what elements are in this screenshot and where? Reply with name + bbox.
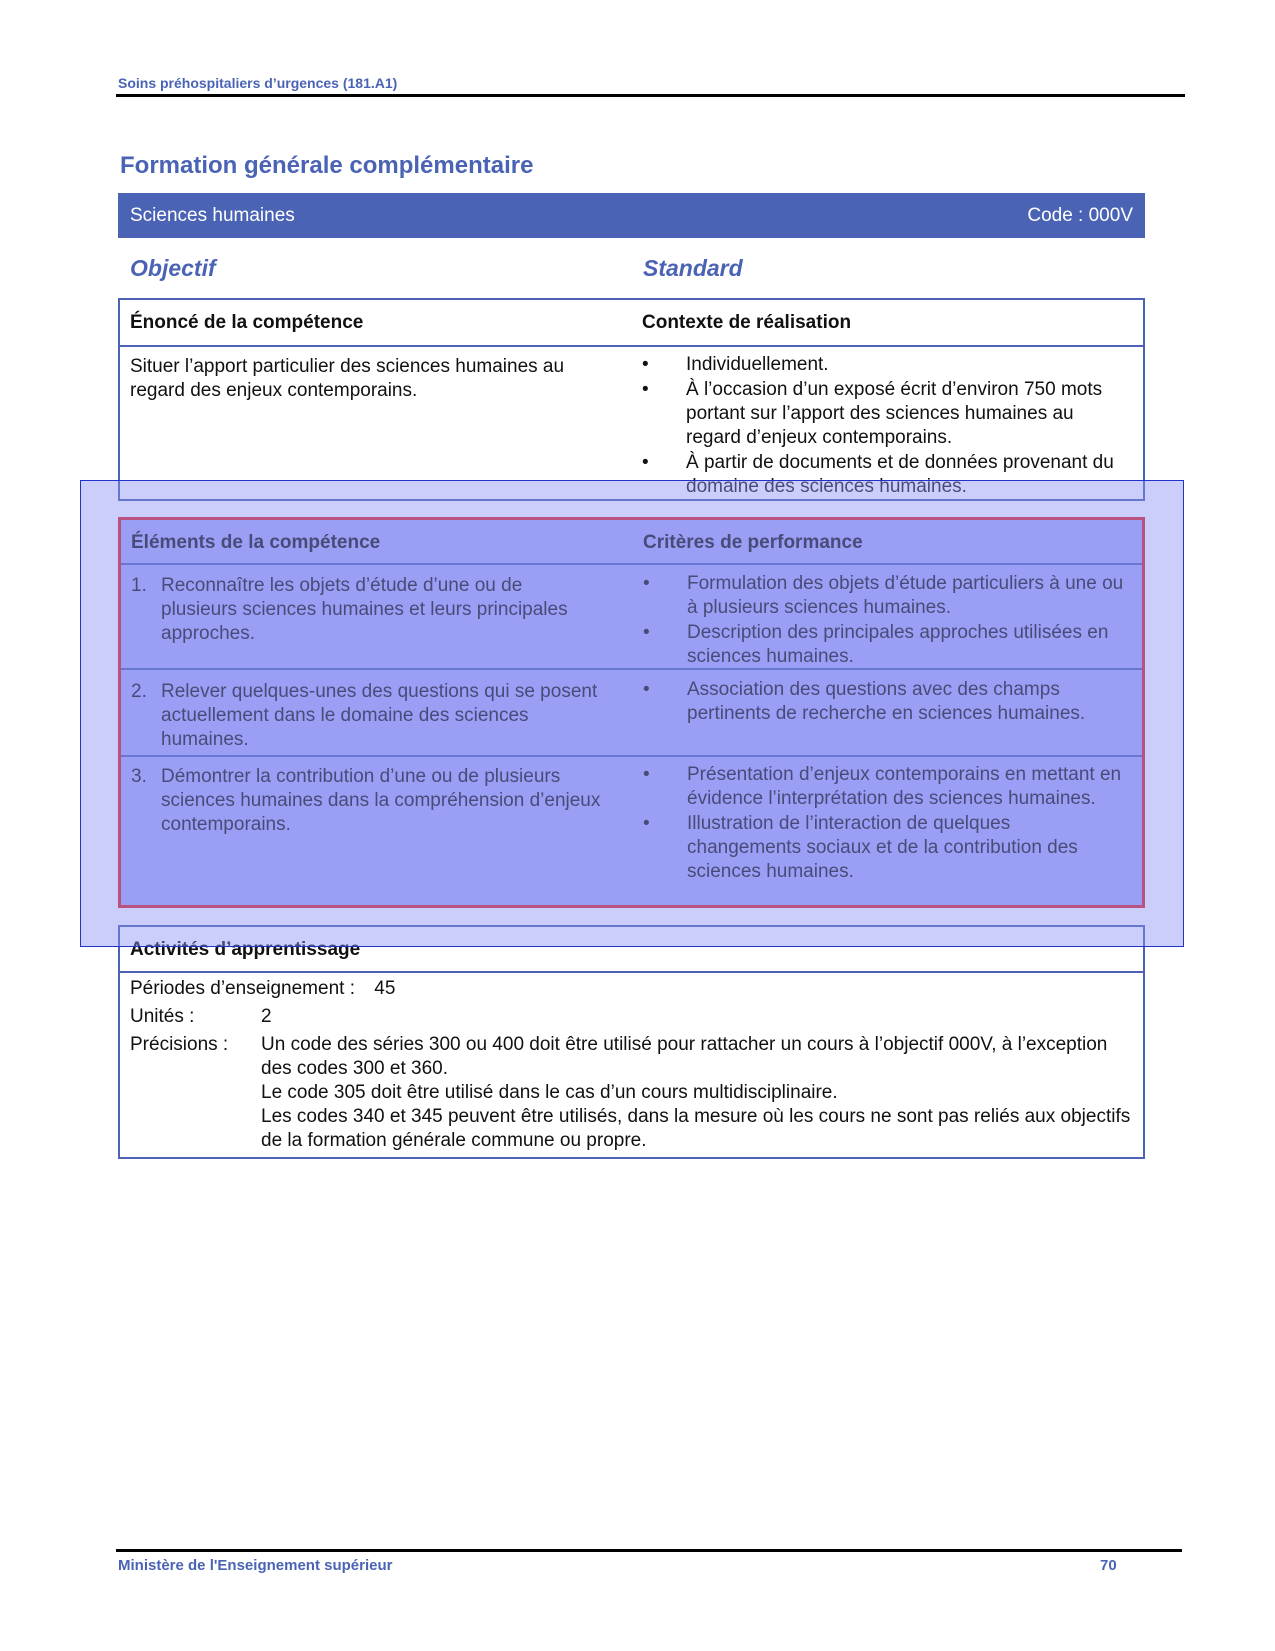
list-item: • Individuellement. xyxy=(642,353,1126,377)
activities-head-row xyxy=(120,927,1143,973)
list-item: • Description des principales approches utilisées en sciences humaines. xyxy=(643,621,1127,669)
units-label: Unités : xyxy=(130,1006,195,1027)
elements-box xyxy=(118,517,1145,908)
activities-box xyxy=(118,925,1145,1159)
list-item: • À partir de documents et de données provenant du domaine des sciences humaines. xyxy=(642,451,1126,499)
list-item: • Association des questions avec des champs pertinents de recherche en sciences humaines. xyxy=(643,678,1127,726)
elements-heading: Éléments de la compétence xyxy=(131,532,381,553)
element-text: Reconnaître les objets d’étude d’une ou de plusieurs sciences humaines et leurs principales approches. xyxy=(161,575,568,644)
header-divider xyxy=(116,94,1185,97)
competence-statement-heading: Énoncé de la compétence xyxy=(130,312,364,333)
context-heading: Contexte de réalisation xyxy=(642,312,852,333)
list-item: • Présentation d’enjeux contemporains en mettant en évidence l’interprétation des sciences humaines. xyxy=(643,763,1127,811)
element-3 xyxy=(131,765,601,837)
periods-label: Périodes d’enseignement : xyxy=(130,978,355,999)
standard-heading: Standard xyxy=(643,255,743,281)
element-row-2 xyxy=(121,670,1142,757)
subject-band xyxy=(118,193,1145,238)
precision-item: Un code des séries 300 ou 400 doit être utilisé pour rattacher un cours à l’objectif 000V, à l’exception des codes 300 et 360. xyxy=(261,1034,1108,1079)
element-number: 2. xyxy=(131,681,147,702)
element-number: 1. xyxy=(131,575,147,596)
precision-item: Le code 305 doit être utilisé dans le cas d’un cours multidisciplinaire. xyxy=(261,1082,838,1103)
precisions-label: Précisions : xyxy=(130,1034,229,1055)
section-title: Formation générale complémentaire xyxy=(120,152,534,179)
criteria-list-2 xyxy=(643,678,1127,727)
list-item: • Illustration de l’interaction de quelques changements sociaux et de la contribution des sciences humaines. xyxy=(643,812,1127,884)
activities-heading: Activités d’apprentissage xyxy=(130,939,361,960)
criteria-list-3 xyxy=(643,763,1127,885)
list-item: • Formulation des objets d’étude particuliers à une ou à plusieurs sciences humaines. xyxy=(643,572,1127,620)
units-value: 2 xyxy=(261,1006,272,1027)
footer-divider xyxy=(116,1549,1182,1552)
competence-statement: Situer l’apport particulier des sciences humaines au regard des enjeux contemporains. xyxy=(130,356,565,401)
list-item: • À l’occasion d’un exposé écrit d’environ 750 mots portant sur l’apport des sciences humaines au regard d’enjeux contemporains. xyxy=(642,378,1126,450)
objective-heading: Objectif xyxy=(130,255,216,281)
context-list xyxy=(642,353,1126,500)
element-row-3 xyxy=(121,757,1142,907)
criteria-list-1 xyxy=(643,572,1127,670)
element-1 xyxy=(131,574,601,646)
precisions-list xyxy=(261,1033,1136,1153)
running-header: Soins préhospitaliers d’urgences (181.A1) xyxy=(118,75,398,91)
element-number: 3. xyxy=(131,766,147,787)
page-number: 70 xyxy=(1100,1557,1117,1574)
element-2 xyxy=(131,680,601,752)
competence-box xyxy=(118,298,1145,501)
periods-value: 45 xyxy=(374,978,396,999)
criteria-heading: Critères de performance xyxy=(643,532,863,553)
subject-name: Sciences humaines xyxy=(130,204,295,226)
precision-item: Les codes 340 et 345 peuvent être utilisés, dans la mesure où les cours ne sont pas reliés aux objectifs de la formation générale commune ou propre. xyxy=(261,1106,1131,1151)
element-row-1 xyxy=(121,565,1142,670)
elements-head-row xyxy=(121,520,1142,565)
footer-ministry: Ministère de l'Enseignement supérieur xyxy=(118,1557,393,1574)
periods-row xyxy=(130,977,395,1001)
subject-code: Code : 000V xyxy=(1027,204,1133,226)
element-text: Relever quelques-unes des questions qui se posent actuellement dans le domaine des sciences humaines. xyxy=(161,681,598,750)
competence-head-row xyxy=(120,300,1143,347)
element-text: Démontrer la contribution d’une ou de plusieurs sciences humaines dans la compréhension d’enjeux contemporains. xyxy=(161,766,601,835)
